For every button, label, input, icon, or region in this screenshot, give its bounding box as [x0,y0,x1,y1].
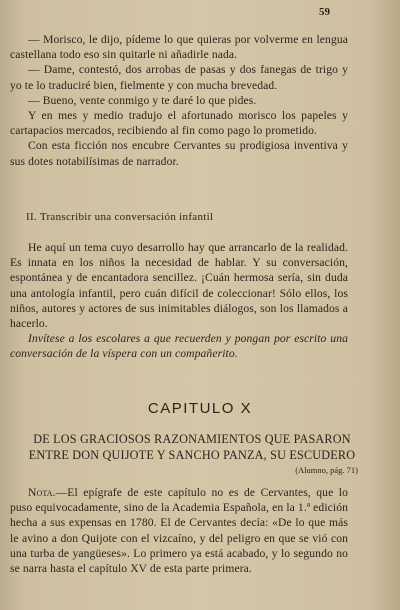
chapter-reference: (Alumno, pág. 71) [295,465,358,475]
chapter-title: CAPITULO X [147,400,253,417]
note-block [10,485,348,576]
section-paragraph: He aquí un tema cuyo desarrollo hay que arrancarlo de la realidad. Es innata en los niños la necesidad de hablar. Y su conversación, espontánea y de encantadora sencillez. ¡Cuán hermosa sería, sin duda una antología infantil, pero cuán difícil de coleccionar! Sólo ellos, los niños, autores y actores de sus inimitables diálogos, son los llamados a hacerlo. [10,241,348,331]
narration-paragraph: Con esta ficción nos encubre Cervantes su prodigiosa inventiva y sus dotes notabilísimas de narrador. [10,139,348,168]
narration-paragraph: Y en mes y medio tradujo el afortunado morisco los papeles y cartapacios mercados, recibiendo al fin como pago lo prometido. [10,109,348,138]
dialogue-block [10,32,348,169]
note-text: El epígrafe de este capítulo no es de Cervantes, que lo puso equivocadamente, sino de la Academia Española, en la 1.ª edición hecha a sus expensas en 1780. El de Cervantes decía: «De lo que más le avino a don Quijote con el vizcaíno, y del peligro en que se vió con una turba de yangüeses». Lo primero ya está acabado, y lo segundo no se narra hasta el capítulo XV de esta parte primera. [10,486,348,576]
chapter-subtitle: DE LOS GRACIOSOS RAZONAMIENTOS QUE PASARON ENTRE DON QUIJOTE Y SANCHO PANZA, SU ESCUDERO [28,432,356,462]
exercise-instruction: Invítese a los escolares a que recuerden y pongan por escrito una conversación de la víspera con un compañerito. [10,332,348,361]
section-heading: II. Transcribir una conversación infantil [26,211,214,223]
dialogue-line: — Bueno, vente conmigo y te daré lo que pides. [28,93,257,107]
dialogue-line: — Dame, contestó, dos arrobas de pasas y dos fanegas de trigo y yo te lo traduciré bien, fielmente y con mucha brevedad. [10,63,348,92]
section-body [10,240,348,362]
note-paragraph [10,485,348,576]
page-number: 59 [319,6,330,18]
note-label: Nota.— [28,486,68,499]
dialogue-line: — Morisco, le dijo, pídeme lo que quieras por volverme en lengua castellana todo eso sin quitarle ni añadirle nada. [10,33,348,62]
